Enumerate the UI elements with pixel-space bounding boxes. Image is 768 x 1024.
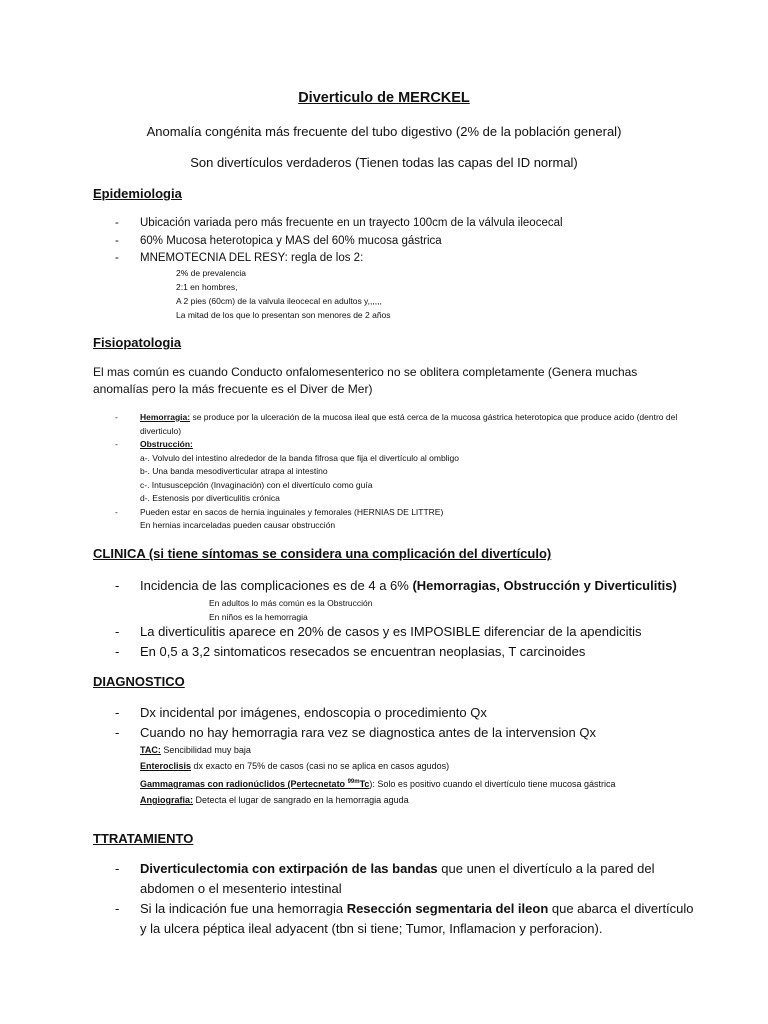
fisiopatologia-list — [115, 411, 695, 533]
document-title: Diverticulo de MERCKEL — [298, 90, 470, 106]
obstruccion-label: Obstrucción: — [140, 439, 193, 449]
fisiopatologia-paragraph: El mas común es cuando Conducto onfalomesenterico no se oblitera completamente (Genera muchas anomalías pero la más frecuente es el Diver de Mer) — [93, 365, 638, 396]
list-item: A 2 pies (60cm) de la valvula ileocecal en adultos y,,,,,, — [176, 296, 382, 306]
list-item: - 60% Mucosa heterotopica y MAS del 60% mucosa gástrica — [115, 234, 442, 247]
intro-line-1: Anomalía congénita más frecuente del tubo digestivo (2% de la población general) — [146, 124, 622, 139]
list-item: - Diverticulectomia con extirpación de las bandas que unen el divertículo a la pared del abdomen o el mesenterio intestinal — [115, 861, 655, 896]
list-item: - Cuando no hay hemorragia rara vez se diagnostica antes de la intervension Qx TAC: Sencibilidad muy baja Enteroclisis dx exacto en 75% de casos (casi no se aplica en casos agudos) Gammagramas con radionúclidos (Pertecnetato $^{99m}$Tc): Solo es positivo cuando el divertículo tiene mucosa gástrica Angiografia: Detecta el lugar de sangrado en la hemorragia aguda — [115, 723, 695, 809]
list-item: 2% de prevalencia — [176, 268, 246, 278]
heading-tratamiento: TTRATAMIENTO — [93, 831, 194, 846]
epidemiologia-list — [115, 215, 695, 268]
hemorragia-label: Hemorragia: — [140, 412, 191, 422]
list-item: - Pueden estar en sacos de hernia inguinales y femorales (HERNIAS DE LITTRE) En hernias incarceladas pueden causar obstrucción — [115, 506, 444, 530]
clinica-list — [115, 576, 695, 596]
intro-line-2: Son divertículos verdaderos (Tienen todas las capas del ID normal) — [190, 155, 578, 170]
diagnostico-list — [115, 703, 695, 808]
clinica-sub-list — [209, 596, 372, 624]
list-item: En niños es la hemorragia — [209, 612, 308, 622]
heading-fisiopatologia: Fisiopatologia — [93, 335, 182, 350]
gammagrama-line: Gammagramas con radionúclidos (Pertecnetato $^{99m}$Tc): Solo es positivo cuando el divertículo tiene mucosa gástrica — [140, 779, 616, 789]
heading-epidemiologia: Epidemiologia — [93, 186, 182, 201]
mnemonic-sub-list — [176, 266, 391, 322]
list-item: - Dx incidental por imágenes, endoscopia o procedimiento Qx — [115, 705, 487, 720]
list-item: - La diverticulitis aparece en 20% de casos y es IMPOSIBLE diferenciar de la apendicitis — [115, 624, 642, 639]
list-item: 2:1 en hombres, — [176, 282, 238, 292]
list-item: En adultos lo más común es la Obstrucción — [209, 598, 373, 608]
heading-clinica: CLINICA (si tiene síntomas se considera una complicación del divertículo) — [93, 546, 552, 561]
angiografia-line: Angiografia: Detecta el lugar de sangrado en la hemorragia aguda — [140, 795, 409, 805]
tac-line: TAC: Sencibilidad muy baja — [140, 745, 251, 755]
heading-diagnostico: DIAGNOSTICO — [93, 674, 185, 689]
enteroclisis-line: Enteroclisis dx exacto en 75% de casos (casi no se aplica en casos agudos) — [140, 761, 450, 771]
list-item: - En 0,5 a 3,2 sintomaticos resecados se encuentran neoplasias, T carcinoides — [115, 643, 586, 659]
list-item: - Ubicación variada pero más frecuente en un trayecto 100cm de la válvula ileocecal — [115, 217, 563, 229]
list-item: - Obstrucción: a-. Volvulo del intestino alrededor de la banda fifrosa que fija el divertículo al ombligo b-. Una banda mesodiverticular atrapa al intestino c-. Intususcepción (Invaginación) con el divertículo como guía d-. Estenosis por diverticulitis crónica — [115, 439, 459, 503]
clinica-list-2 — [115, 622, 695, 661]
list-item: La mitad de los que lo presentan son menores de 2 años — [176, 310, 391, 320]
list-item: - MNEMOTECNIA DEL RESY: regla de los 2: — [115, 252, 364, 264]
list-item: - Si la indicación fue una hemorragia Resección segmentaria del ileon que abarca el divertículo y la ulcera péptica ileal adyacent (tbn si tiene; Tumor, Inflamacion y perforacion). — [115, 901, 694, 936]
list-item: - Incidencia de las complicaciones es de 4 a 6% (Hemorragias, Obstrucción y Diverticulitis) — [115, 578, 677, 593]
tratamiento-list — [115, 859, 695, 939]
list-item: - Hemorragia: se produce por la ulceración de la mucosa ileal que está cerca de la mucosa gástrica heterotopica que produce acido (dentro del diverticulo) — [115, 412, 678, 436]
